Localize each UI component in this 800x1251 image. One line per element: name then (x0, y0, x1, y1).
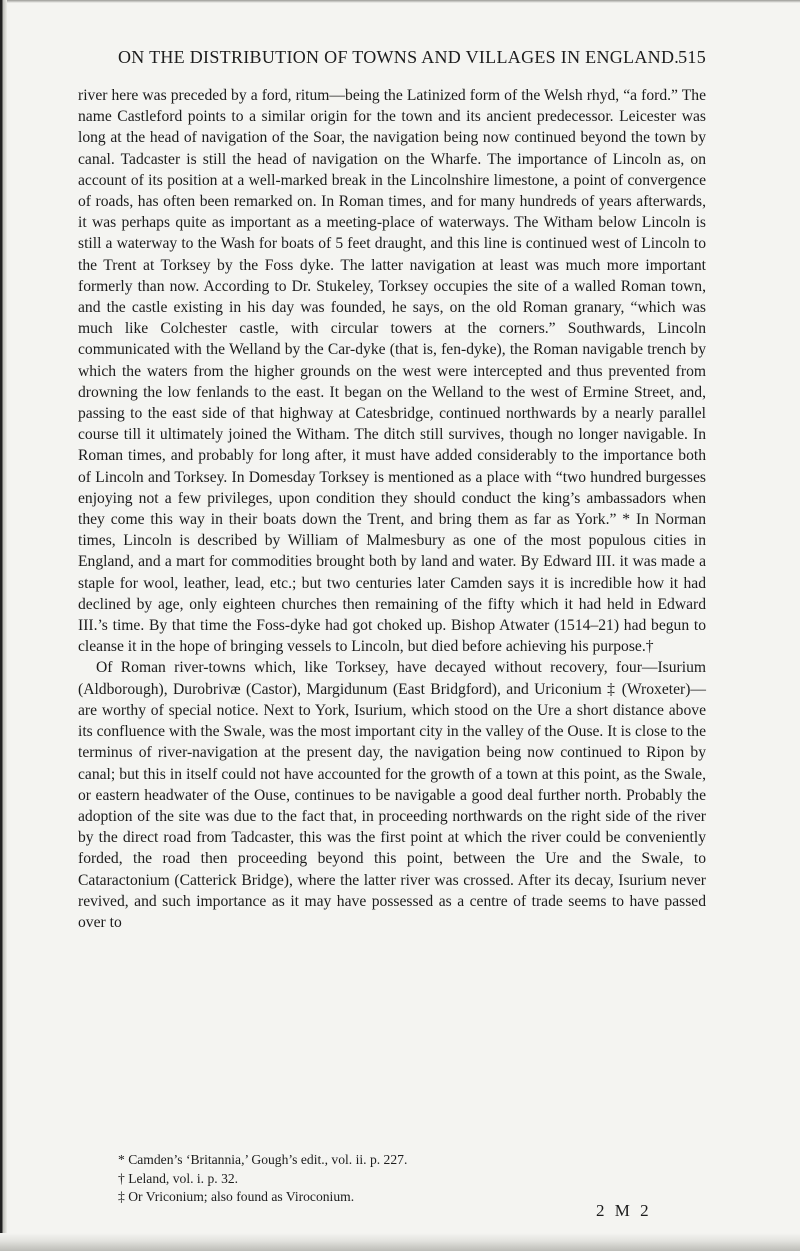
page-top-edge (0, 0, 800, 3)
footnotes (118, 1151, 678, 1207)
running-header (118, 47, 706, 71)
running-title: ON THE DISTRIBUTION OF TOWNS AND VILLAGES IN ENGLAND. (118, 47, 680, 67)
paragraph: river here was preceded by a ford, ritum—being the Latinized form of the Welsh rhyd, “a ford.” The name Castleford points to a similar origin for the town and its ancient predecessor. Leicester was long at the head of navigation of the Soar, the navigation being now continued beyond the town by canal. Tadcaster is still the head of navigation on the Wharfe. The importance of Lincoln as, on account of its position at a well-marked break in the Lincolnshire limestone, a point of convergence of roads, has often been remarked on. In Roman times, and for many hundreds of years afterwards, it was perhaps quite as important as a meeting-place of waterways. The Witham below Lincoln is still a waterway to the Wash for boats of 5 feet draught, and this line is continued west of Lincoln to the Trent at Torksey by the Foss dyke. The latter navigation at least was much more important formerly than now. According to Dr. Stukeley, Torksey occupies the site of a walled Roman town, and the castle existing in his day was founded, he says, on the old Roman granary, “which was much like Colchester castle, with circular towers at the corners.” Southwards, Lincoln communicated with the Welland by the Car-dyke (that is, fen-dyke), the Roman navigable trench by which the waters from the higher grounds on the west were intercepted and thus prevented from drowning the low fenlands to the east. It began on the Welland to the west of Ermine Street, and, passing to the east side of that highway at Catesbridge, continued northwards by a nearly parallel course till it ultimately joined the Witham. The ditch still survives, though no longer navigable. In Roman times, and probably for long after, it must have added considerably to the importance both of Lincoln and Torksey. In Domesday Torksey is mentioned as a place with “two hundred burgesses enjoying not a few privileges, upon condition they should conduct the king’s ambassadors when they come this way in their boats down the Trent, and bring them as far as York.” * In Norman times, Lincoln is described by William of Malmesbury as one of the most populous cities in England, and a mart for commodities brought both by land and water. By Edward III. it was made a staple for wool, leather, lead, etc.; but two centuries later Camden says it is incredible how it had declined by age, only eighteen churches then remaining of the fifty which it had held in Edward III.’s time. By that time the Foss-dyke had got choked up. Bishop Atwater (1514–21) had begun to cleanse it in the hope of bringing vessels to Lincoln, but died before achieving his purpose.† (78, 87, 706, 656)
page-number: 515 (678, 47, 706, 67)
page-bottom-edge (0, 1233, 800, 1251)
paragraph: Of Roman river-towns which, like Torksey, have decayed without recovery, four—Isurium (Aldborough), Durobrivæ (Castor), Margidunum (East Bridgford), and Uriconium ‡ (Wroxeter)—are worthy of special notice. Next to York, Isurium, which stood on the Ure a short distance above its confluence with the Swale, was the most important city in the valley of the Ouse. It is close to the terminus of river-navigation at the present day, the navigation being now continued to Ripon by canal; but this in itself could not have accounted for the growth of a town at this point, as the Swale, or eastern headwater of the Ouse, continues to be navigable a good deal further north. Probably the adoption of the site was due to the fact that, in proceeding northwards on the right side of the river by the direct road from Tadcaster, this was the first point at which the river could be conveniently forded, the road then proceeding beyond this point, between the Ure and the Swale, to Cataractonium (Catterick Bridge), where the latter river was crossed. After its decay, Isurium never revived, and such importance as it may have possessed as a centre of trade seems to have passed over to (78, 659, 706, 931)
body-text (78, 85, 706, 933)
footnote: † Leland, vol. i. p. 32. (118, 1170, 239, 1186)
page-binding-edge (0, 0, 7, 1251)
footnote: * Camden’s ‘Britannia,’ Gough’s edit., vol. ii. p. 227. (118, 1152, 408, 1167)
signature-mark: 2 M 2 (596, 1201, 652, 1220)
footnote: ‡ Or Vriconium; also found as Viroconium. (118, 1189, 355, 1204)
